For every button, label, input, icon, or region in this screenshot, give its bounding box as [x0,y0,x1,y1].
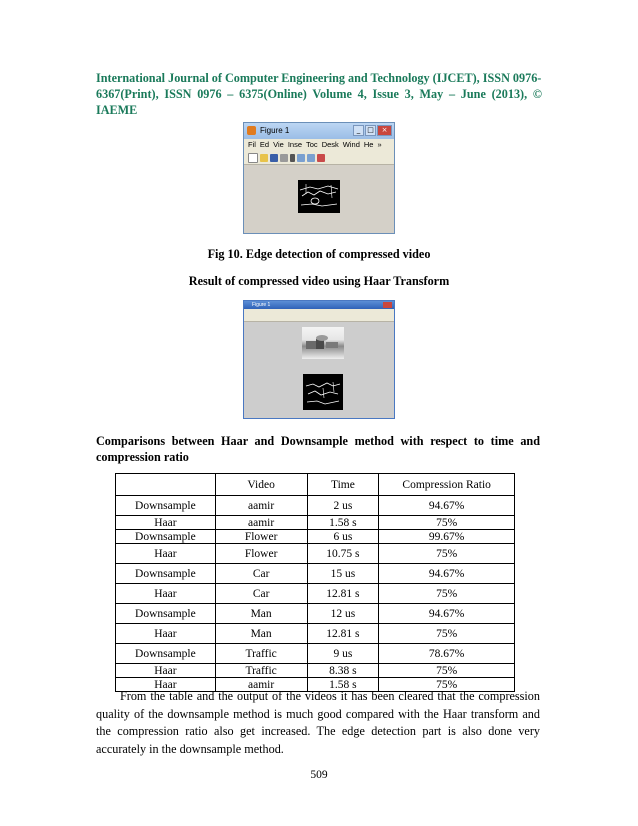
menu-overflow: » [377,140,382,149]
comparison-section-title: Comparisons between Haar and Downsample method with respect to time and compression ratio [96,434,540,464]
menu-file: Fil [248,140,256,149]
figure-10-window [243,122,395,234]
video-cell: aamir [215,496,307,516]
video-cell: aamir [215,678,307,692]
figure-window-title: Figure 1 [260,126,290,135]
pan-icon [317,154,325,162]
ratio-cell: 99.67% [379,530,515,544]
figure-menubar [244,139,394,151]
maximize-icon: □ [365,125,376,136]
close-icon [383,302,392,308]
close-icon: × [377,125,392,136]
table-row [116,530,515,544]
figure-10-caption: Fig 10. Edge detection of compressed video [207,247,431,261]
time-cell: 9 us [307,644,379,664]
minimize-icon: _ [353,125,364,136]
ratio-cell: 75% [379,516,515,530]
video-cell: Traffic [215,664,307,678]
time-cell: 12.81 s [307,584,379,604]
method-cell: Downsample [116,530,216,544]
video-cell: Car [215,564,307,584]
table-row [116,664,515,678]
time-cell: 2 us [307,496,379,516]
page-number: 509 [310,769,328,781]
haar-window-title: Figure 1 [252,302,271,308]
time-cell: 10.75 s [307,544,379,564]
ratio-cell: 94.67% [379,496,515,516]
video-cell: aamir [215,516,307,530]
ratio-cell: 75% [379,624,515,644]
menu-window: Wind [342,140,360,149]
table-header-method [116,474,216,496]
zoom-in-icon [297,154,305,162]
header-line-2: 6367(Print), ISSN 0976 – 6375(Online) Volume 4, Issue 3, May – June (2013), © IAEME [96,87,542,117]
haar-window-titlebar [244,301,394,309]
method-cell: Downsample [116,604,216,624]
result-caption: Result of compressed video using Haar Transform [188,274,450,288]
pointer-icon [290,154,295,162]
menu-edit: Ed [259,140,270,149]
header-line-1: International Journal of Computer Engineering and Technology (IJCET), ISSN 0976- [96,71,542,85]
compressed-frame-svg [302,327,344,359]
save-icon [270,154,278,162]
table-header-compression-ratio: Compression Ratio [379,474,515,496]
table-row [116,516,515,530]
table-row [116,564,515,584]
method-cell: Downsample [116,644,216,664]
new-figure-icon [248,153,258,163]
table-row [116,624,515,644]
haar-edge-image [303,374,343,410]
video-cell: Man [215,604,307,624]
table-row [116,496,515,516]
ratio-cell: 75% [379,678,515,692]
menu-desktop: Desk [321,140,339,149]
video-cell: Flower [215,544,307,564]
table-row [116,544,515,564]
ratio-cell: 75% [379,664,515,678]
method-cell: Haar [116,624,216,644]
menu-insert: Inse [287,140,303,149]
haar-toolbar [244,315,394,322]
journal-header [96,70,542,118]
ratio-cell: 94.67% [379,564,515,584]
table-row [116,604,515,624]
method-cell: Downsample [116,496,216,516]
zoom-out-icon [307,154,315,162]
method-cell: Haar [116,584,216,604]
print-icon [280,154,288,162]
ratio-cell: 94.67% [379,604,515,624]
time-cell: 6 us [307,530,379,544]
time-cell: 12.81 s [307,624,379,644]
comparison-table [115,473,515,692]
table-row [116,644,515,664]
table-header-video: Video [215,474,307,496]
figure-toolbar [244,151,394,165]
edge-detection-svg [298,180,340,213]
haar-figure-window [243,300,395,419]
time-cell: 1.58 s [307,678,379,692]
method-cell: Haar [116,664,216,678]
haar-edge-svg [303,374,343,410]
menu-tools: Toc [306,140,318,149]
matlab-icon [247,126,256,135]
ratio-cell: 75% [379,584,515,604]
video-cell: Man [215,624,307,644]
video-cell: Traffic [215,644,307,664]
ratio-cell: 75% [379,544,515,564]
table-row [116,584,515,604]
method-cell: Haar [116,544,216,564]
time-cell: 1.58 s [307,516,379,530]
video-cell: Flower [215,530,307,544]
compressed-frame-image [302,327,344,359]
method-cell: Haar [116,516,216,530]
time-cell: 12 us [307,604,379,624]
method-cell: Haar [116,678,216,692]
time-cell: 8.38 s [307,664,379,678]
edge-detection-image [298,180,340,213]
figure-window-titlebar [244,123,394,139]
menu-view: Vie [273,140,284,149]
open-file-icon [260,154,268,162]
menu-help: He [363,140,374,149]
table-header-time: Time [307,474,379,496]
video-cell: Car [215,584,307,604]
ratio-cell: 78.67% [379,644,515,664]
conclusion-paragraph: From the table and the output of the videos it has been cleared that the compression quality of the downsample method is much good compared with the Haar transform and the compression ratio also get increased. The edge detection part is also done very accurately in the downsample method. [96,689,540,756]
table-header-row [116,474,515,496]
time-cell: 15 us [307,564,379,584]
method-cell: Downsample [116,564,216,584]
